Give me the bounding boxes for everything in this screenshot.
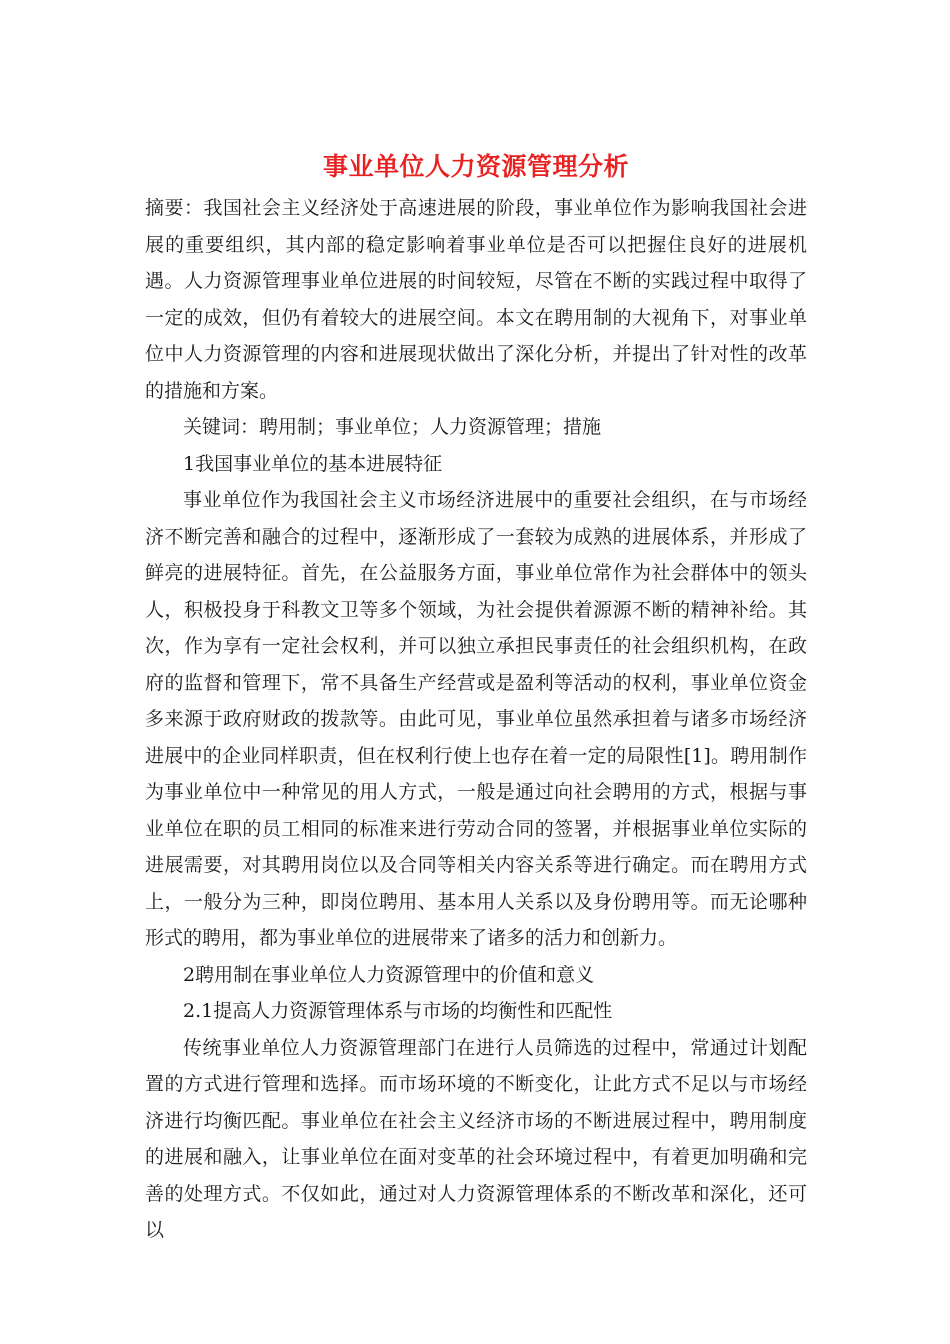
section-2-1-body: 传统事业单位人力资源管理部门在进行人员筛选的过程中，常通过计划配置的方式进行管理和选择。而市场环境的不断变化，让此方式不足以与市场经济进行均衡匹配。事业单位在社会主义经济市场的不断进展过程中，聘用制度的进展和融入，让事业单位在面对变革的社会环境过程中，有着更加明确和完善的处理方式。不仅如此，通过对人力资源管理体系的不断改革和深化，还可以 — [145, 1036, 807, 1241]
section-2-heading: 2聘用制在事业单位人力资源管理中的价值和意义 — [183, 963, 595, 986]
keywords-line: 关键词：聘用制；事业单位；人力资源管理；措施 — [183, 416, 602, 438]
section-1-heading: 1我国事业单位的基本进展特征 — [183, 452, 443, 475]
section-1-body: 事业单位作为我国社会主义市场经济进展中的重要社会组织，在与市场经济不断完善和融合的过程中，逐渐形成了一套较为成熟的进展体系，并形成了鲜亮的进展特征。首先，在公益服务方面，事业单位常作为社会群体中的领头人，积极投身于科教文卫等多个领域，为社会提供着源源不断的精神补给。其次，作为享有一定社会权利，并可以独立承担民事责任的社会组织机构，在政府的监督和管理下，常不具备生产经营或是盈利等活动的权利，事业单位资金多来源于政府财政的拨款等。由此可见，事业单位虽然承担着与诸多市场经济进展中的企业同样职责，但在权利行使上也存在着一定的局限性[1]。聘用制作为事业单位中一种常见的用人方式，一般是通过向社会聘用的方式，根据与事业单位在职的员工相同的标准来进行劳动合同的签署，并根据事业单位实际的进展需要，对其聘用岗位以及合同等相关内容关系等进行确定。而在聘用方式上，一般分为三种，即岗位聘用、基本用人关系以及身份聘用等。而无论哪种形式的聘用，都为事业单位的进展带来了诸多的活力和创新力。 — [145, 489, 807, 949]
document-title: 事业单位人力资源管理分析 — [322, 152, 629, 181]
abstract-paragraph: 摘要：我国社会主义经济处于高速进展的阶段，事业单位作为影响我国社会进展的重要组织，其内部的稳定影响着事业单位是否可以把握住良好的进展机遇。人力资源管理事业单位进展的时间较短，尽管在不断的实践过程中取得了一定的成效，但仍有着较大的进展空间。本文在聘用制的大视角下，对事业单位中人力资源管理的内容和进展现状做出了深化分析，并提出了针对性的改革的措施和方案。 — [145, 197, 807, 402]
section-2-1-heading: 2.1提高人力资源管理体系与市场的均衡性和匹配性 — [183, 1000, 613, 1022]
document-page — [145, 150, 807, 1249]
